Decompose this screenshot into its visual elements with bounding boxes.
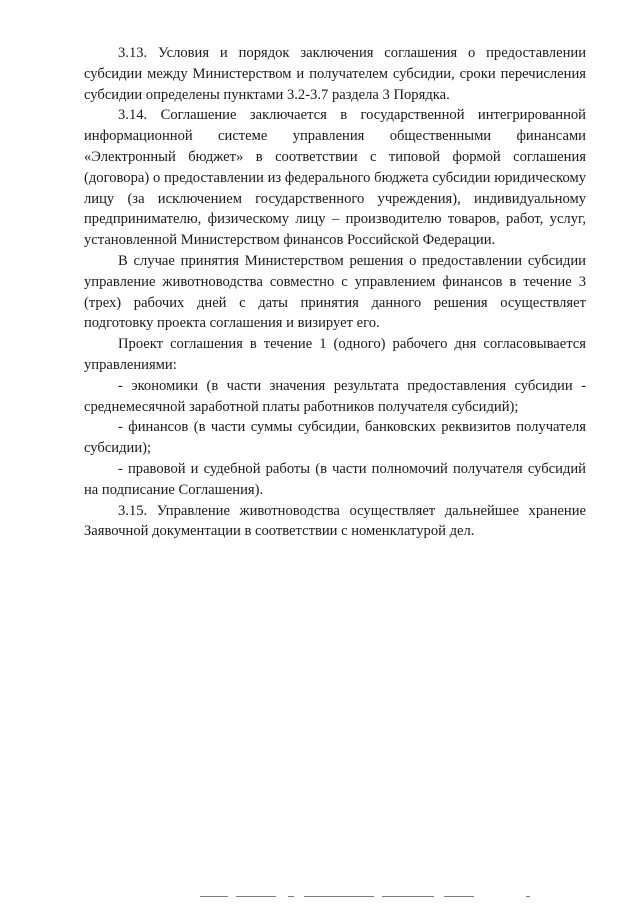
document-body [84, 43, 586, 542]
paragraph-project-approval: Проект соглашения в течение 1 (одного) рабочего дня согласовывается управлениями: [84, 336, 586, 373]
paragraph-3-13: 3.13. Условия и порядок заключения соглашения о предоставлении субсидии между Министерством и получателем субсидии, сроки перечисления субсидии определены пунктами 3.2-3.7 раздела 3 Порядка. [84, 45, 586, 103]
paragraph-3-14: 3.14. Соглашение заключается в государственной интегрированной информационной системе управления общественными финансами «Электронный бюджет» в соответствии с типовой формой соглашения (договора) о предоставлении из федерального бюджета субсидии юридическому лицу (за исключением государственного учреждения), индивидуальному предпринимателю, физическому лицу – производителю товаров, работ, услуг, установленной Министерством финансов Российской Федерации. [84, 107, 586, 249]
list-item-legal: - правовой и судебной работы (в части полномочий получателя субсидий на подписание Соглашения). [84, 460, 586, 498]
list-item-finance: - финансов (в части суммы субсидии, банковских реквизитов получателя субсидии); [84, 419, 586, 457]
paragraph-decision: В случае принятия Министерством решения о предоставлении субсидии управление животноводства совместно с управлением финансов в течение 3 (трех) рабочих дней с даты принятия данного решения осуществляет подготовку проекта соглашения и визирует его. [84, 252, 586, 332]
list-item-economics: - экономики (в части значения результата предоставления субсидии - среднемесячной заработной платы работников получателя субсидий); [84, 377, 586, 415]
paragraph-3-15: 3.15. Управление животноводства осуществляет дальнейшее хранение Заявочной документации в соответствии с номенклатурой дел. [84, 502, 586, 540]
scan-artifact-line [200, 896, 530, 899]
